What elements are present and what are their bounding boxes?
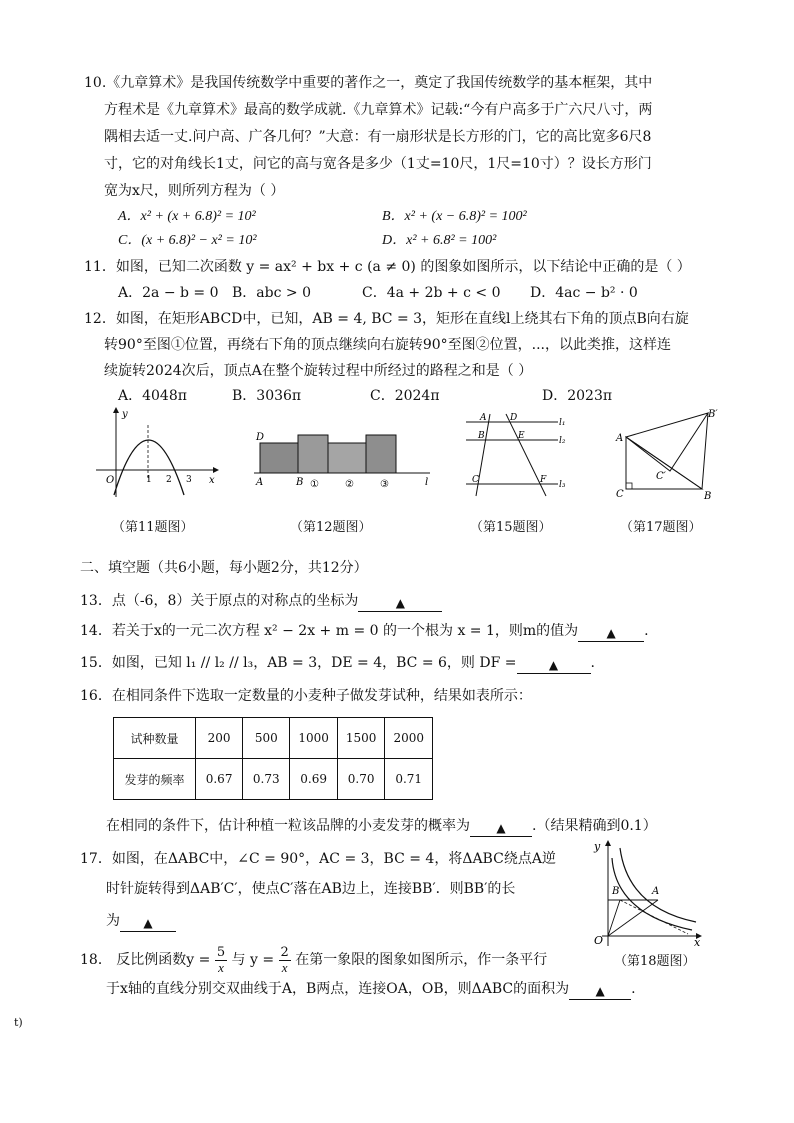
q12-line3: 续旋转2024次后，顶点A在整个旋转过程中所经过的路程之和是（ ）: [104, 363, 533, 379]
q17-line2: 时针旋转得到ΔAB′C′，使点C′落在AB边上，连接BB′．则BB′的长: [106, 881, 516, 897]
q14-answer-blank[interactable]: ▲: [578, 625, 644, 642]
q18-mid: 与 y =: [231, 952, 275, 968]
fig15-label-f: F: [540, 475, 547, 485]
table-cell: 0.69: [290, 759, 338, 800]
q12-option-a: A．4048π: [118, 388, 187, 404]
fig17-label-b: B: [704, 491, 712, 500]
fig11-parabola-graph: [92, 405, 222, 500]
q10-option-b: B．x² + (x − 6.8)² = 100²: [382, 209, 527, 224]
fig15-label-b: B: [478, 431, 485, 441]
table-cell: 0.67: [196, 759, 243, 800]
table-cell: 2000: [385, 718, 433, 759]
q17-line1: 17．如图，在ΔABC中，∠C = 90°，AC = 3，BC = 4，将ΔABC绕点A逆: [80, 851, 556, 867]
q16-tail: .（结果精确到0.1）: [532, 818, 657, 834]
q18-line1: [80, 945, 547, 975]
fig18-segment-oa: [608, 900, 658, 936]
q17-answer-blank[interactable]: ▲: [120, 915, 176, 932]
q10-option-d: D．x² + 6.8² = 100²: [382, 233, 497, 248]
fig12-rect-abcd: [260, 443, 298, 473]
q16-text: 16．在相同条件下选取一定数量的小麦种子做发芽试种，结果如表所示：: [80, 688, 532, 704]
q13-answer-blank[interactable]: ▲: [358, 595, 442, 612]
table-cell: 0.73: [243, 759, 290, 800]
fig15-caption: （第15题图）: [470, 520, 552, 535]
q10-line5: 宽为x尺，则所列方程为（ ）: [104, 183, 285, 199]
fig12-label-circle3: ③: [380, 479, 389, 490]
q16-answer-blank[interactable]: ▲: [470, 820, 532, 837]
q15-answer-blank[interactable]: ▲: [517, 657, 591, 674]
fig15-parallel-lines: [462, 410, 572, 500]
q10-line4: 寸，它的对角线长1丈，问它的高与宽各是多少（1丈=10尺，1尺=10寸）？设长方形门: [104, 156, 652, 172]
frac-num: 2: [280, 944, 289, 960]
frac-den: x: [218, 959, 224, 975]
fig18-curve-5x: [620, 848, 696, 922]
fig18-label-b: B: [612, 886, 620, 897]
q17-line3-text: 为: [106, 913, 120, 929]
table-cell: 1500: [337, 718, 385, 759]
q11-option-b: B．abc > 0: [232, 285, 311, 301]
q18-fraction-5-over-x: [215, 946, 227, 975]
q12-option-d: D．2023π: [542, 388, 613, 404]
q14-tail: .: [644, 623, 649, 639]
fig15-label-e: E: [518, 431, 525, 441]
fig12-rect-position-2: [328, 443, 366, 473]
q12-option-c: C．2024π: [370, 388, 440, 404]
fig12-label-b: B: [296, 477, 304, 488]
fig15-label-l1: l₁: [559, 418, 566, 428]
fig11-y-label: y: [122, 409, 128, 420]
table-cell: 1000: [290, 718, 338, 759]
q10-line1: 10.《九章算术》是我国传统数学中重要的著作之一，奠定了我国传统数学的基本框架，其中: [84, 75, 653, 91]
fig17-label-c: C: [616, 489, 624, 500]
table-cell: 0.70: [337, 759, 385, 800]
q15: [80, 652, 595, 674]
fig11-tick-1: 1: [146, 475, 152, 485]
fig12-rectangle-rotation: [250, 425, 435, 490]
fig11-x-label: x: [209, 475, 215, 486]
table-cell: 发芽的频率: [114, 759, 196, 800]
table-cell: 0.71: [385, 759, 433, 800]
section2-title: 二、填空题（共6小题，每小题2分，共12分）: [80, 560, 368, 576]
fig18-origin-label: O: [594, 934, 604, 947]
q18-tail: .: [631, 981, 636, 997]
fig11-parabola-curve: [114, 440, 184, 495]
fig12-label-l: l: [425, 477, 429, 488]
frac-num: 5: [216, 944, 226, 960]
q10-line3: 隅相去适一丈.问户高、广各几何？”大意：有一扇形状是长方形的门，它的高比宽多6尺8: [104, 129, 652, 145]
fig18-caption: （第18题图）: [614, 954, 696, 969]
q11-stem: 11．如图，已知二次函数 y = ax² + bx + c (a ≠ 0) 的图象如图所示，以下结论中正确的是（ ）: [84, 259, 691, 275]
q16-after: [106, 815, 657, 837]
fig12-label-a: A: [256, 477, 264, 488]
q16-germination-table: [113, 717, 433, 800]
q12-line1: 12．如图，在矩形ABCD中，已知，AB = 4, BC = 3，矩形在直线l上绕其右下角的顶点B向右旋: [84, 311, 689, 327]
frac-den: x: [281, 959, 288, 975]
fig18-label-a: A: [652, 886, 660, 897]
table-cell: 试种数量: [114, 718, 196, 759]
q12-line2: 转90°至图①位置，再绕右下角的顶点继续向右旋转90°至图②位置，...，以此类推，这样连: [104, 337, 671, 353]
q15-text: 15．如图，已知 l₁ // l₂ // l₃，AB = 3，DE = 4，BC = 6，则 DF =: [80, 655, 517, 671]
fig18-segment-ob: [608, 900, 620, 936]
fig17-label-cp: C′: [656, 471, 666, 482]
q16-after-text: 在相同的条件下，估计种植一粒该品牌的小麦发芽的概率为: [106, 818, 470, 834]
fig17-segment-bbp: [702, 413, 708, 489]
fig15-label-d: D: [510, 413, 518, 423]
fig11-tick-2: 2: [166, 475, 172, 485]
fig17-caption: （第17题图）: [620, 520, 702, 535]
q10-line2: 方程术是《九章算术》最高的数学成就.《九章算术》记载:“今有户高多于广六尺八寸，两: [104, 102, 653, 118]
q18-suffix: 在第一象限的图象如图所示，作一条平行: [295, 952, 548, 968]
q18-line2-text: 于x轴的直线分别交双曲线于A，B两点，连接OA，OB，则ΔABC的面积为: [106, 981, 570, 997]
q18-fraction-2-over-x: [279, 946, 291, 975]
table-cell: 500: [243, 718, 290, 759]
table-row: [114, 718, 433, 759]
q17-line3: [106, 910, 176, 932]
fig11-caption: （第11题图）: [112, 520, 194, 535]
fig15-label-l3: l₃: [559, 480, 566, 490]
fig17-label-bp: B′: [708, 409, 718, 420]
q14-text: 14．若关于x的一元二次方程 x² − 2x + m = 0 的一个根为 x = 1，则m的值为: [80, 623, 579, 639]
fig12-label-d: D: [256, 432, 265, 443]
table-cell: 200: [196, 718, 243, 759]
fig11-origin-label: O: [106, 475, 115, 486]
fig12-rect-position-3: [366, 435, 396, 473]
fig18-hyperbola-graph: [588, 838, 704, 950]
fig17-label-a: A: [616, 433, 624, 444]
table-row: [114, 759, 433, 800]
fig15-label-c: C: [472, 475, 479, 485]
q15-tail: .: [590, 655, 595, 671]
q11-option-d: D．4ac − b² · 0: [530, 285, 638, 301]
q14: [80, 620, 649, 642]
fig15-label-a: A: [480, 413, 487, 423]
q12-option-b: B．3036π: [232, 388, 302, 404]
fig18-y-label: y: [594, 840, 601, 853]
q18-line2: [106, 978, 636, 1000]
fig12-caption: （第12题图）: [290, 520, 372, 535]
fig11-tick-3: 3: [186, 475, 192, 485]
fig15-label-l2: l₂: [559, 436, 566, 446]
q11-option-c: C．4a + 2b + c < 0: [362, 285, 501, 301]
q10-option-c: C．(x + 6.8)² − x² = 10²: [118, 233, 257, 248]
page-corner-mark: t): [14, 1016, 23, 1029]
q13-text: 13．点（-6，8）关于原点的对称点的坐标为: [80, 593, 359, 609]
q10-option-a: A．x² + (x + 6.8)² = 10²: [118, 209, 256, 224]
fig12-label-circle1: ①: [310, 479, 319, 490]
fig17-triangle-abpcp: [626, 413, 708, 471]
q18-answer-blank[interactable]: ▲: [569, 983, 631, 1000]
q11-option-a: A．2a − b = 0: [118, 285, 219, 301]
q13: [80, 590, 442, 612]
fig12-rect-position-1: [298, 435, 328, 473]
q18-prefix: 18． 反比例函数y =: [80, 952, 211, 968]
fig12-label-circle2: ②: [345, 479, 354, 490]
fig18-x-label: x: [694, 936, 701, 949]
fig17-triangle-rotation: [612, 405, 724, 500]
